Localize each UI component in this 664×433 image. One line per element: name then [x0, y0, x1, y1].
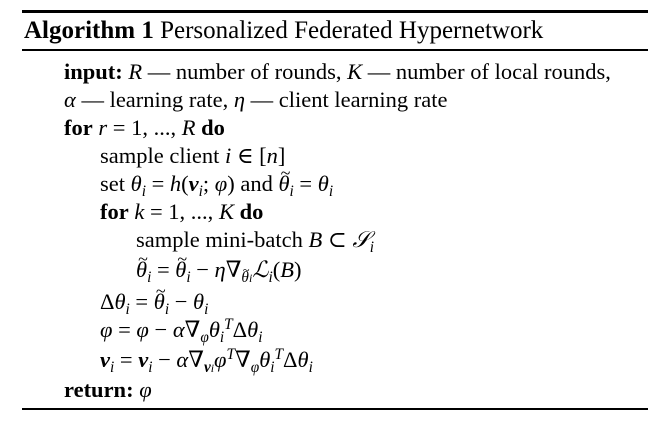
- learning-rate-text: learning rate,: [109, 87, 229, 112]
- return-line: return: φ: [64, 377, 152, 402]
- num-local-rounds-text: number of local rounds,: [395, 59, 611, 84]
- algorithm-label: Algorithm 1: [24, 17, 154, 44]
- local-update-line: ~ $\theta_i$ = ~ $\theta_i$ − $\eta\nabla_{\theta i}ℒ_i(B)$: [136, 256, 301, 284]
- sample-batch-line: sample mini-batch B ⊂ 𝒮$_i$: [136, 227, 374, 256]
- for-keyword: for: [64, 115, 93, 140]
- algorithm-name: Personalized Federated Hypernetwork: [160, 17, 544, 44]
- for-keyword-inner: for: [100, 199, 129, 224]
- return-keyword: return:: [64, 377, 134, 402]
- client-lr-text: client learning rate: [278, 87, 448, 112]
- and-text: and: [240, 171, 273, 196]
- bottom-rule: [22, 408, 648, 410]
- do-keyword-inner: do: [239, 199, 264, 224]
- sample-client-line: sample client i ∈ [n]: [100, 143, 286, 168]
- algorithm-title: [24, 16, 543, 46]
- do-keyword: do: [201, 115, 225, 140]
- title-rule: [22, 49, 648, 51]
- input-keyword: input:: [64, 59, 123, 84]
- for-rounds-line: for r = 1, ..., R do: [64, 115, 225, 140]
- v-update-line: $v_i = v_i - \alpha\nabla_{vi}\varphi^T\nabla_\varphi\theta_i^T\Delta\theta_i$: [100, 345, 313, 376]
- top-rule: [22, 10, 648, 13]
- sample-client-text: sample client: [100, 143, 220, 168]
- delta-theta-line: $\Delta\theta_i$ = ~ $\theta_i - \theta_i$: [100, 288, 208, 316]
- sample-batch-text: sample mini-batch: [136, 227, 303, 252]
- input-line-1: input: R — number of rounds, K — number of local rounds,: [64, 59, 611, 84]
- set-theta-line: set $\theta_i = h(v_i$; φ) and ~ $\theta_i = \theta_i$: [100, 170, 333, 198]
- num-rounds-text: number of rounds,: [175, 59, 342, 84]
- for-local-line: for k = 1, ..., K do: [100, 199, 264, 224]
- set-text: set: [100, 171, 125, 196]
- phi-update-line: $\varphi = \varphi - \alpha\nabla_\varphi\theta_i^T\Delta\theta_i$: [100, 315, 263, 346]
- input-line-2: α — learning rate, η — client learning rate: [64, 87, 448, 112]
